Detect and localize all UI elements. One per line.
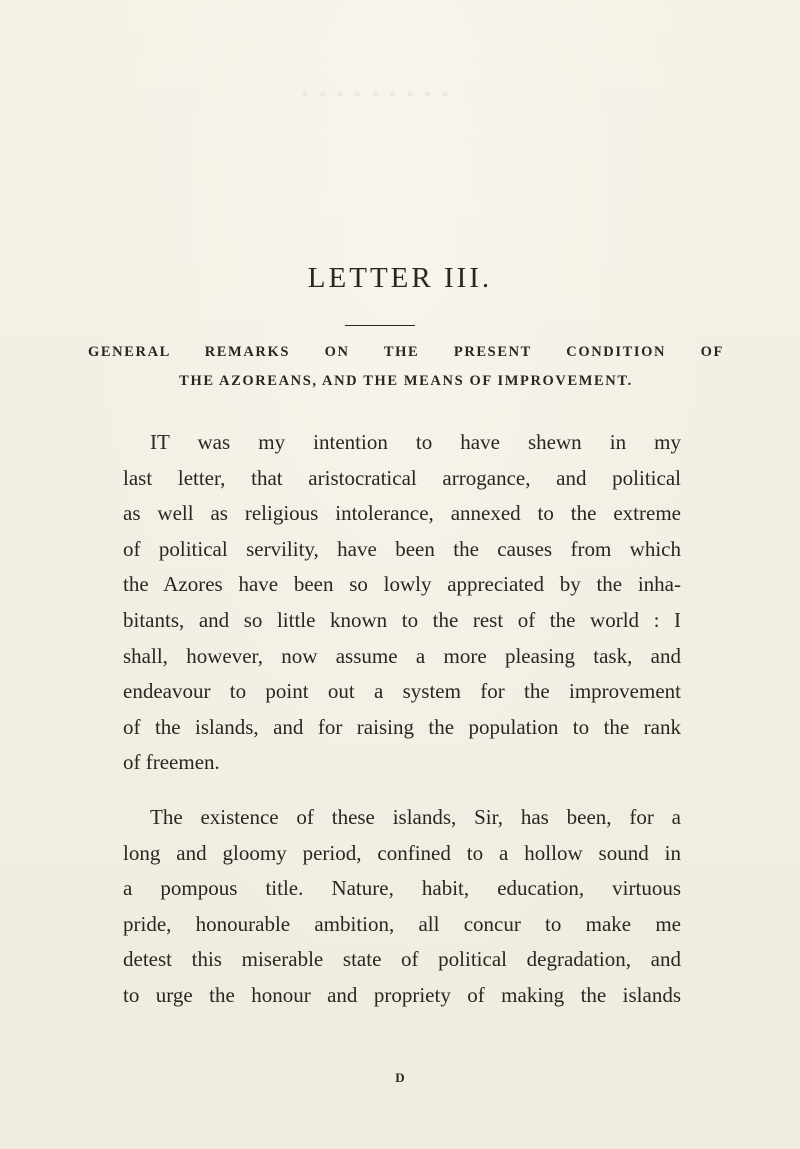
text-line: as well as religious intolerance, annexed to the extreme bbox=[123, 501, 681, 526]
show-through-text: · · · · · · · · · bbox=[300, 78, 451, 111]
paragraph-1 bbox=[123, 425, 681, 781]
signature-mark: D bbox=[395, 1070, 405, 1085]
text-line: the Azores have been so lowly appreciated by the inha- bbox=[123, 572, 681, 597]
text-line: of the islands, and for raising the population to the rank bbox=[123, 714, 681, 739]
text-line: long and gloomy period, confined to a hollow sound in bbox=[123, 840, 681, 865]
text-line: of freemen. bbox=[123, 750, 220, 775]
text-line: The existence of these islands, Sir, has been, for a bbox=[150, 805, 681, 829]
title-divider bbox=[345, 325, 415, 326]
text-line: a pompous title. Nature, habit, education, virtuous bbox=[123, 876, 681, 901]
text-line: IT was my intention to have shewn in my bbox=[150, 430, 681, 454]
paragraph-2 bbox=[123, 800, 681, 1014]
text-line: detest this miserable state of political degradation, and bbox=[123, 947, 681, 972]
text-line: to urge the honour and propriety of making the islands bbox=[123, 982, 681, 1007]
text-line: of political servility, have been the causes from which bbox=[123, 536, 681, 561]
text-line: endeavour to point out a system for the improvement bbox=[123, 679, 681, 704]
letter-title: LETTER III. bbox=[307, 262, 493, 294]
chapter-subtitle-line-2: THE AZOREANS, AND THE MEANS OF IMPROVEMENT. bbox=[179, 373, 633, 389]
text-line: pride, honourable ambition, all concur to make me bbox=[123, 911, 681, 936]
text-line: shall, however, now assume a more pleasing task, and bbox=[123, 643, 681, 668]
chapter-subtitle-line-1: GENERAL REMARKS ON THE PRESENT CONDITION OF bbox=[88, 344, 724, 360]
text-line: bitants, and so little known to the rest of the world : I bbox=[123, 607, 681, 632]
text-line: last letter, that aristocratical arrogance, and political bbox=[123, 465, 681, 490]
